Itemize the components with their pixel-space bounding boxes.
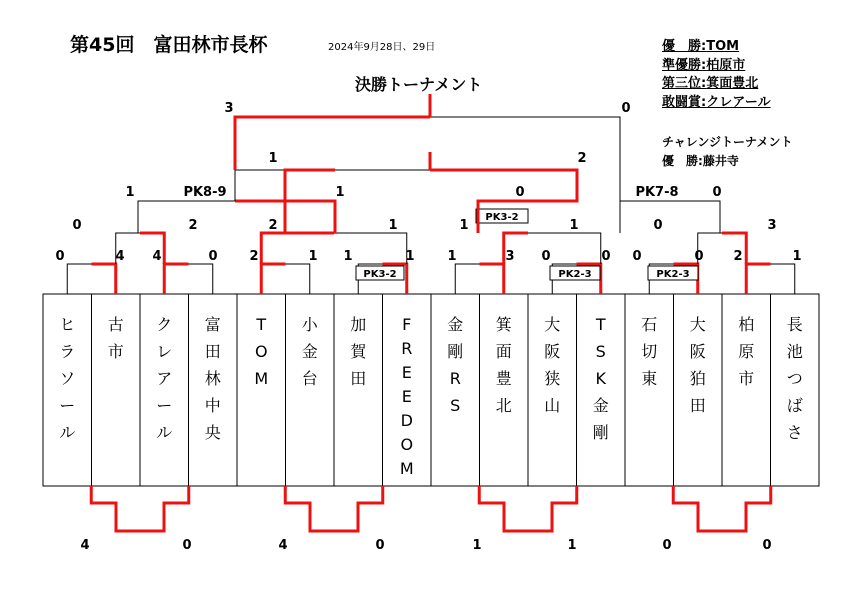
award-value: 柏原市	[706, 57, 746, 73]
r1-score: 0	[632, 249, 642, 264]
team-name: 小金台	[301, 315, 318, 388]
winner-path	[140, 486, 189, 531]
winner-path	[722, 486, 771, 531]
award-row: 準優勝:柏原市	[662, 57, 746, 73]
winner-path	[479, 486, 528, 531]
winner-path	[164, 264, 188, 294]
team-name: F R E E D O M	[399, 315, 414, 478]
bracket-path	[771, 264, 795, 294]
r1-score: 0	[694, 249, 704, 264]
qf-score: 3	[767, 218, 777, 233]
winner-path	[261, 264, 285, 294]
r1-score: 0	[541, 249, 551, 264]
winner-path	[746, 264, 770, 294]
event-date: 2024年9月28日、29日	[328, 42, 436, 53]
r1-score: 2	[733, 249, 743, 264]
r1-score: 1	[308, 249, 318, 264]
winner-path	[285, 486, 334, 531]
team-name: T O M	[254, 315, 269, 388]
qf-score: 0	[72, 218, 82, 233]
challenge-score: 0	[762, 538, 772, 553]
r1-score: 0	[55, 249, 65, 264]
challenge-winner: 優 勝:藤井寺	[662, 154, 739, 168]
r1-score: 3	[505, 249, 515, 264]
qf-score: 1	[388, 218, 398, 233]
r1-score: 1	[792, 249, 802, 264]
r1-score: 1	[405, 249, 415, 264]
winner-path	[528, 486, 577, 531]
challenge-score: 4	[278, 538, 288, 553]
team-name: ヒラソール	[59, 315, 76, 442]
sf-score: 0	[515, 185, 525, 200]
final-score: 2	[577, 151, 587, 166]
team-name: 大阪狭山	[544, 315, 561, 415]
bracket-path	[455, 264, 479, 294]
winner-path	[673, 486, 722, 531]
qf-pk: PK3-2	[485, 212, 519, 223]
winner-path	[235, 117, 430, 170]
team-name: 長池つばさ	[786, 315, 803, 442]
final-tournament-title: 決勝トーナメント	[355, 75, 483, 94]
bracket-path	[67, 264, 91, 294]
challenge-score: 1	[567, 538, 577, 553]
team-name: 箕面豊北	[495, 315, 512, 415]
winner-path	[261, 233, 334, 264]
qf-score: 1	[459, 218, 469, 233]
team-name: 石切東	[641, 315, 658, 388]
sf-score: 0	[712, 185, 722, 200]
challenge-label: 優 勝	[662, 154, 699, 168]
bracket-path	[138, 201, 235, 233]
team-name: 古市	[107, 315, 124, 361]
qf-score: 0	[653, 218, 663, 233]
sf-pk: PK8-9	[183, 185, 227, 200]
final-score: 1	[268, 151, 278, 166]
challenge-score: 0	[662, 538, 672, 553]
award-value: クレアール	[706, 94, 771, 110]
awards-list	[662, 38, 771, 112]
sf-pk: PK7-8	[635, 185, 679, 200]
sf-score: 1	[125, 185, 135, 200]
champion-score: 3	[224, 101, 234, 116]
sf-score: 1	[335, 185, 345, 200]
r1-score: 4	[115, 249, 125, 264]
award-label: 準優勝	[662, 57, 702, 73]
team-name: 柏原市	[738, 315, 755, 388]
r1-score: 0	[601, 249, 611, 264]
team-name: 金剛 R S	[447, 315, 464, 415]
r1-score: 1	[447, 249, 457, 264]
challenge-value: 藤井寺	[702, 154, 739, 168]
qf-score: 2	[188, 218, 198, 233]
r1-score: 0	[208, 249, 218, 264]
award-row: 第三位:箕面豊北	[662, 76, 759, 91]
qf-score: 2	[268, 218, 278, 233]
qf-score: 1	[569, 218, 579, 233]
bracket-path	[189, 264, 213, 294]
page-title: 第45回 富田林市長杯	[70, 34, 268, 56]
award-label: 敢闘賞	[662, 94, 702, 110]
winner-path	[480, 264, 504, 294]
r1-score: 2	[249, 249, 259, 264]
team-name: 加賀田	[350, 315, 367, 388]
award-label: 優 勝	[662, 39, 702, 54]
challenge-score: 0	[375, 538, 385, 553]
winner-path	[334, 486, 383, 531]
challenge-score: 0	[182, 538, 192, 553]
team-name: クレアール	[156, 315, 173, 442]
r1-score: 1	[343, 249, 353, 264]
team-name: 大阪狛田	[689, 315, 706, 415]
challenge-section	[662, 133, 793, 171]
r1-pk: PK3-2	[363, 269, 397, 280]
r1-pk: PK2-3	[558, 269, 592, 280]
r1-score: 4	[152, 249, 162, 264]
challenge-title: チャレンジトーナメント	[662, 135, 793, 149]
champion-score: 0	[621, 101, 631, 116]
team-name: T S K 金剛	[592, 315, 609, 442]
r1-pk: PK2-3	[656, 269, 690, 280]
winner-path	[285, 201, 335, 233]
bracket-path	[620, 201, 720, 233]
challenge-score: 4	[80, 538, 90, 553]
bracket-path	[286, 264, 310, 294]
winner-path	[285, 170, 335, 201]
winner-path	[430, 170, 577, 201]
award-row: 敢闘賞:クレアール	[662, 94, 771, 110]
award-value: 箕面豊北	[706, 76, 759, 91]
winner-path	[91, 486, 140, 531]
team-name: 富田林中央	[204, 315, 221, 442]
bracket-path	[235, 170, 430, 201]
award-value: TOM	[706, 39, 740, 54]
award-label: 第三位	[662, 76, 702, 91]
winner-path	[92, 264, 116, 294]
award-row: 優 勝:TOM	[662, 39, 740, 54]
bracket-path	[528, 233, 601, 264]
bracket-path	[430, 117, 620, 201]
challenge-score: 1	[472, 538, 482, 553]
